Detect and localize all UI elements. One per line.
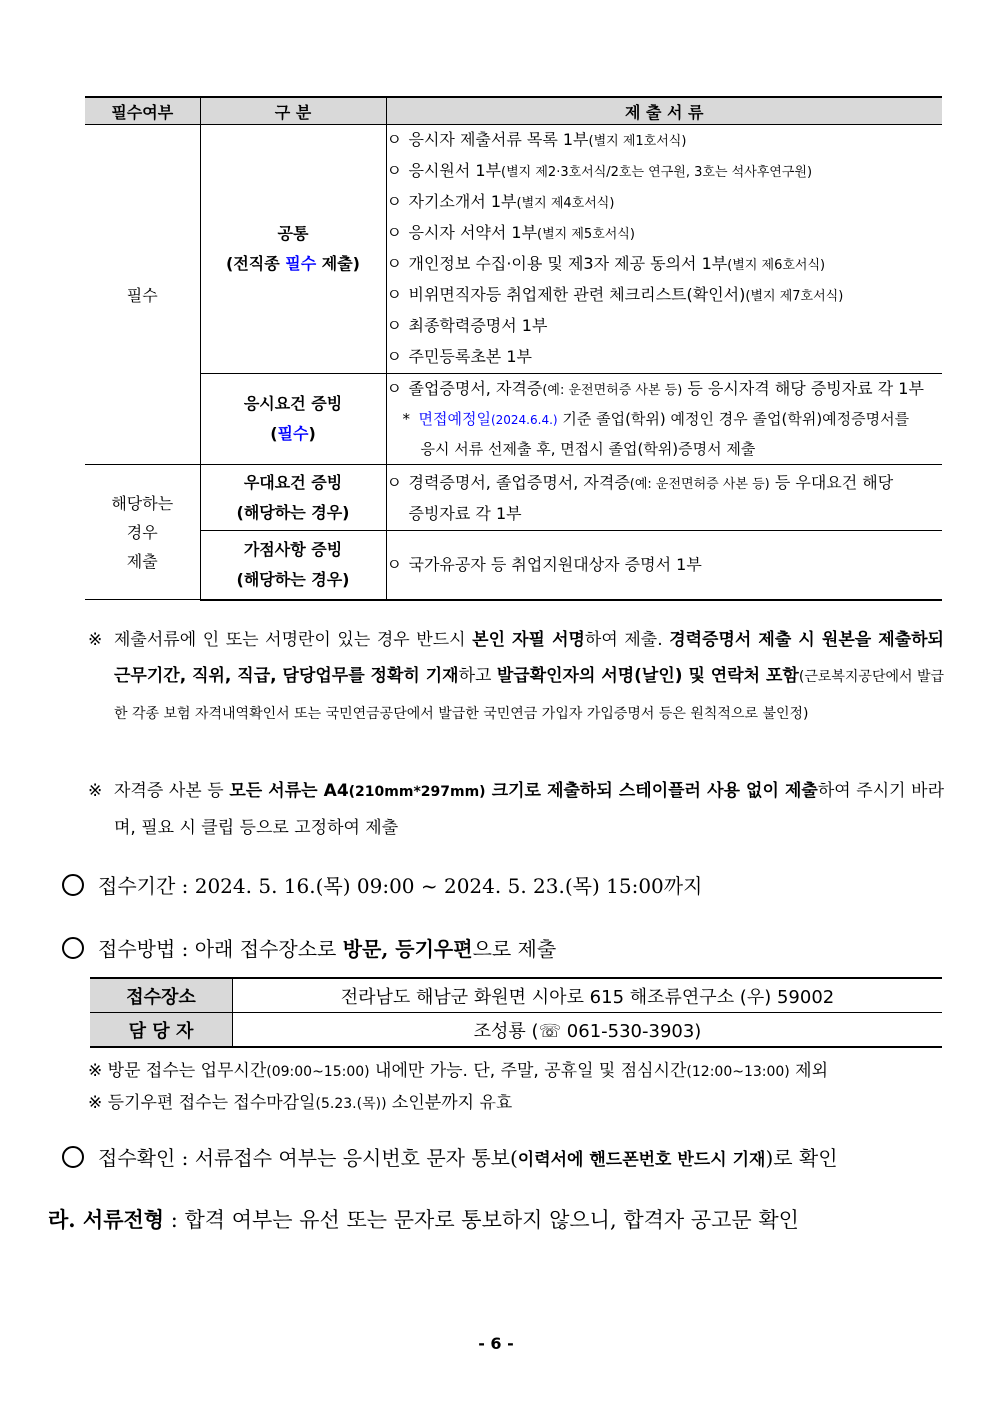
required-highlight: 필수 [277,424,309,443]
preferential-item-continued: 증빙자료 각 1부 [408,503,522,523]
list-item: ㅇ 졸업증명서, 자격증(예: 운전면허증 사본 등) 등 응시자격 해당 증빙자료 각 1부 [386,379,924,398]
conditional-cell [85,465,200,600]
table-row-common [85,125,942,374]
screening-label: 라. 서류전형 [48,1207,165,1232]
required-highlight: 필수 [285,254,317,273]
qualification-title: 응시요건 증빙 [243,394,343,413]
list-item: ㅇ 개인정보 수집·이용 및 제3자 제공 동의서 1부(별지 제6호서식) [386,254,826,273]
common-subtitle: (전직종 필수 제출) [226,254,360,273]
list-item: ㅇ 자기소개서 1부(별지 제4호서식) [386,192,615,211]
bonus-items [386,531,942,600]
contact-value: 조성룡 (☏ 061-530-3903) [233,1013,943,1048]
conditional-label-line: 경우 [126,522,158,542]
qualification-items [386,374,942,465]
table-header-row [85,97,942,125]
list-item: ㅇ 국가유공자 등 취업지원대상자 증명서 1부 [386,555,702,575]
document-screening: 라. 서류전형 : 합격 여부는 유선 또는 문자로 통보하지 않으니, 합격자 공고문 확인 [48,1207,799,1232]
mail-note: ※ 등기우편 접수는 접수마감일(5.23.(목)) 소인분까지 유효 [88,1093,513,1113]
bonus-category [200,531,386,600]
table-row-bonus [85,531,942,600]
note-mark: ※ [88,781,103,801]
table-row [90,1013,942,1048]
qualification-note-continued: 응시 서류 선제출 후, 면접시 졸업(학위)증명서 제출 [420,440,756,458]
note-paper-size: ※ 자격증 사본 등 모든 서류는 A4(210mm*297mm) 크기로 제출하되 스테이플러 사용 없이 제출하여 주시기 바라며, 필요 시 클립 등으로 고정하여 제출 [88,773,944,846]
list-item: ㅇ 응시원서 1부(별지 제2·3호서식/2호는 연구원, 3호는 석사후연구원) [386,161,813,180]
common-category [200,125,386,374]
table-row-qualification [85,374,942,465]
circle-bullet-icon [62,937,84,959]
list-item: ㅇ 주민등록초본 1부 [386,347,532,366]
conditional-label-line: 해당하는 [111,493,174,513]
preferential-title: 우대요건 증빙 [243,472,343,492]
conditional-label-line: 제출 [126,551,158,571]
reception-table [90,977,942,1048]
preferential-items [386,465,942,531]
page-number: - 6 - [478,1334,514,1353]
visit-note: ※ 방문 접수는 업무시간(09:00~15:00) 내에만 가능. 단, 주말, 공휴일 및 점심시간(12:00~13:00) 제외 [88,1061,829,1081]
qualification-subtitle: (필수) [270,424,316,443]
table-row-preferential [85,465,942,531]
qualification-note: * 면접예정일(2024.6.4.) 기준 졸업(학위) 예정인 경우 졸업(학위)예정증명서를 [402,410,910,428]
place-value: 전라남도 해남군 화원면 시아로 615 해조류연구소 (우) 59002 [233,978,943,1013]
required-label: 필수 [126,286,158,305]
circle-bullet-icon [62,1146,84,1168]
table-row [90,978,942,1013]
bonus-subtitle: (해당하는 경우) [236,569,350,589]
reception-period: 접수기간 : 2024. 5. 16.(목) 09:00 ~ 2024. 5. 23.(목) 15:00까지 [62,870,702,899]
reception-confirm: 접수확인 : 서류접수 여부는 응시번호 문자 통보(이력서에 핸드폰번호 반드시 기재)로 확인 [62,1142,838,1171]
document-table [85,96,942,601]
note-mark: ※ [88,630,103,650]
place-label: 접수장소 [90,978,233,1013]
qualification-category [200,374,386,465]
list-item: ㅇ 응시자 서약서 1부(별지 제5호서식) [386,223,635,242]
required-cell [85,125,200,465]
common-items [386,125,942,374]
common-title: 공통 [277,224,309,243]
contact-label: 담 당 자 [90,1013,233,1048]
preferential-subtitle: (해당하는 경우) [236,502,350,522]
bonus-title: 가점사항 증빙 [243,539,343,559]
preferential-category [200,465,386,531]
list-item: ㅇ 최종학력증명서 1부 [386,316,548,335]
note-signature: ※ 제출서류에 인 또는 서명란이 있는 경우 반드시 본인 자필 서명하여 제출. 경력증명서 제출 시 원본을 제출하되 근무기간, 직위, 직급, 담당업무를 정확히 기재하고 발급확인자의 서명(날인) 및 연락처 포함(근로복지공단에서 발급한 각종 보험 자격내역확인서 또는 국민연금공단에서 발급한 국민연금 가입자 가입증명서 등은 원칙적으로 불인정) [88,622,944,732]
list-item: ㅇ 비위면직자등 취업제한 관련 체크리스트(확인서)(별지 제7호서식) [386,285,844,304]
header-required: 필수여부 [85,97,200,125]
header-category: 구 분 [200,97,386,125]
reception-method: 접수방법 : 아래 접수장소로 방문, 등기우편으로 제출 [62,933,556,962]
circle-bullet-icon [62,874,84,896]
list-item: ㅇ 응시자 제출서류 목록 1부(별지 제1호서식) [386,130,687,149]
header-documents: 제 출 서 류 [386,97,942,125]
list-item: ㅇ 경력증명서, 졸업증명서, 자격증(예: 운전면허증 사본 등) 등 우대요건 해당 [386,472,894,492]
